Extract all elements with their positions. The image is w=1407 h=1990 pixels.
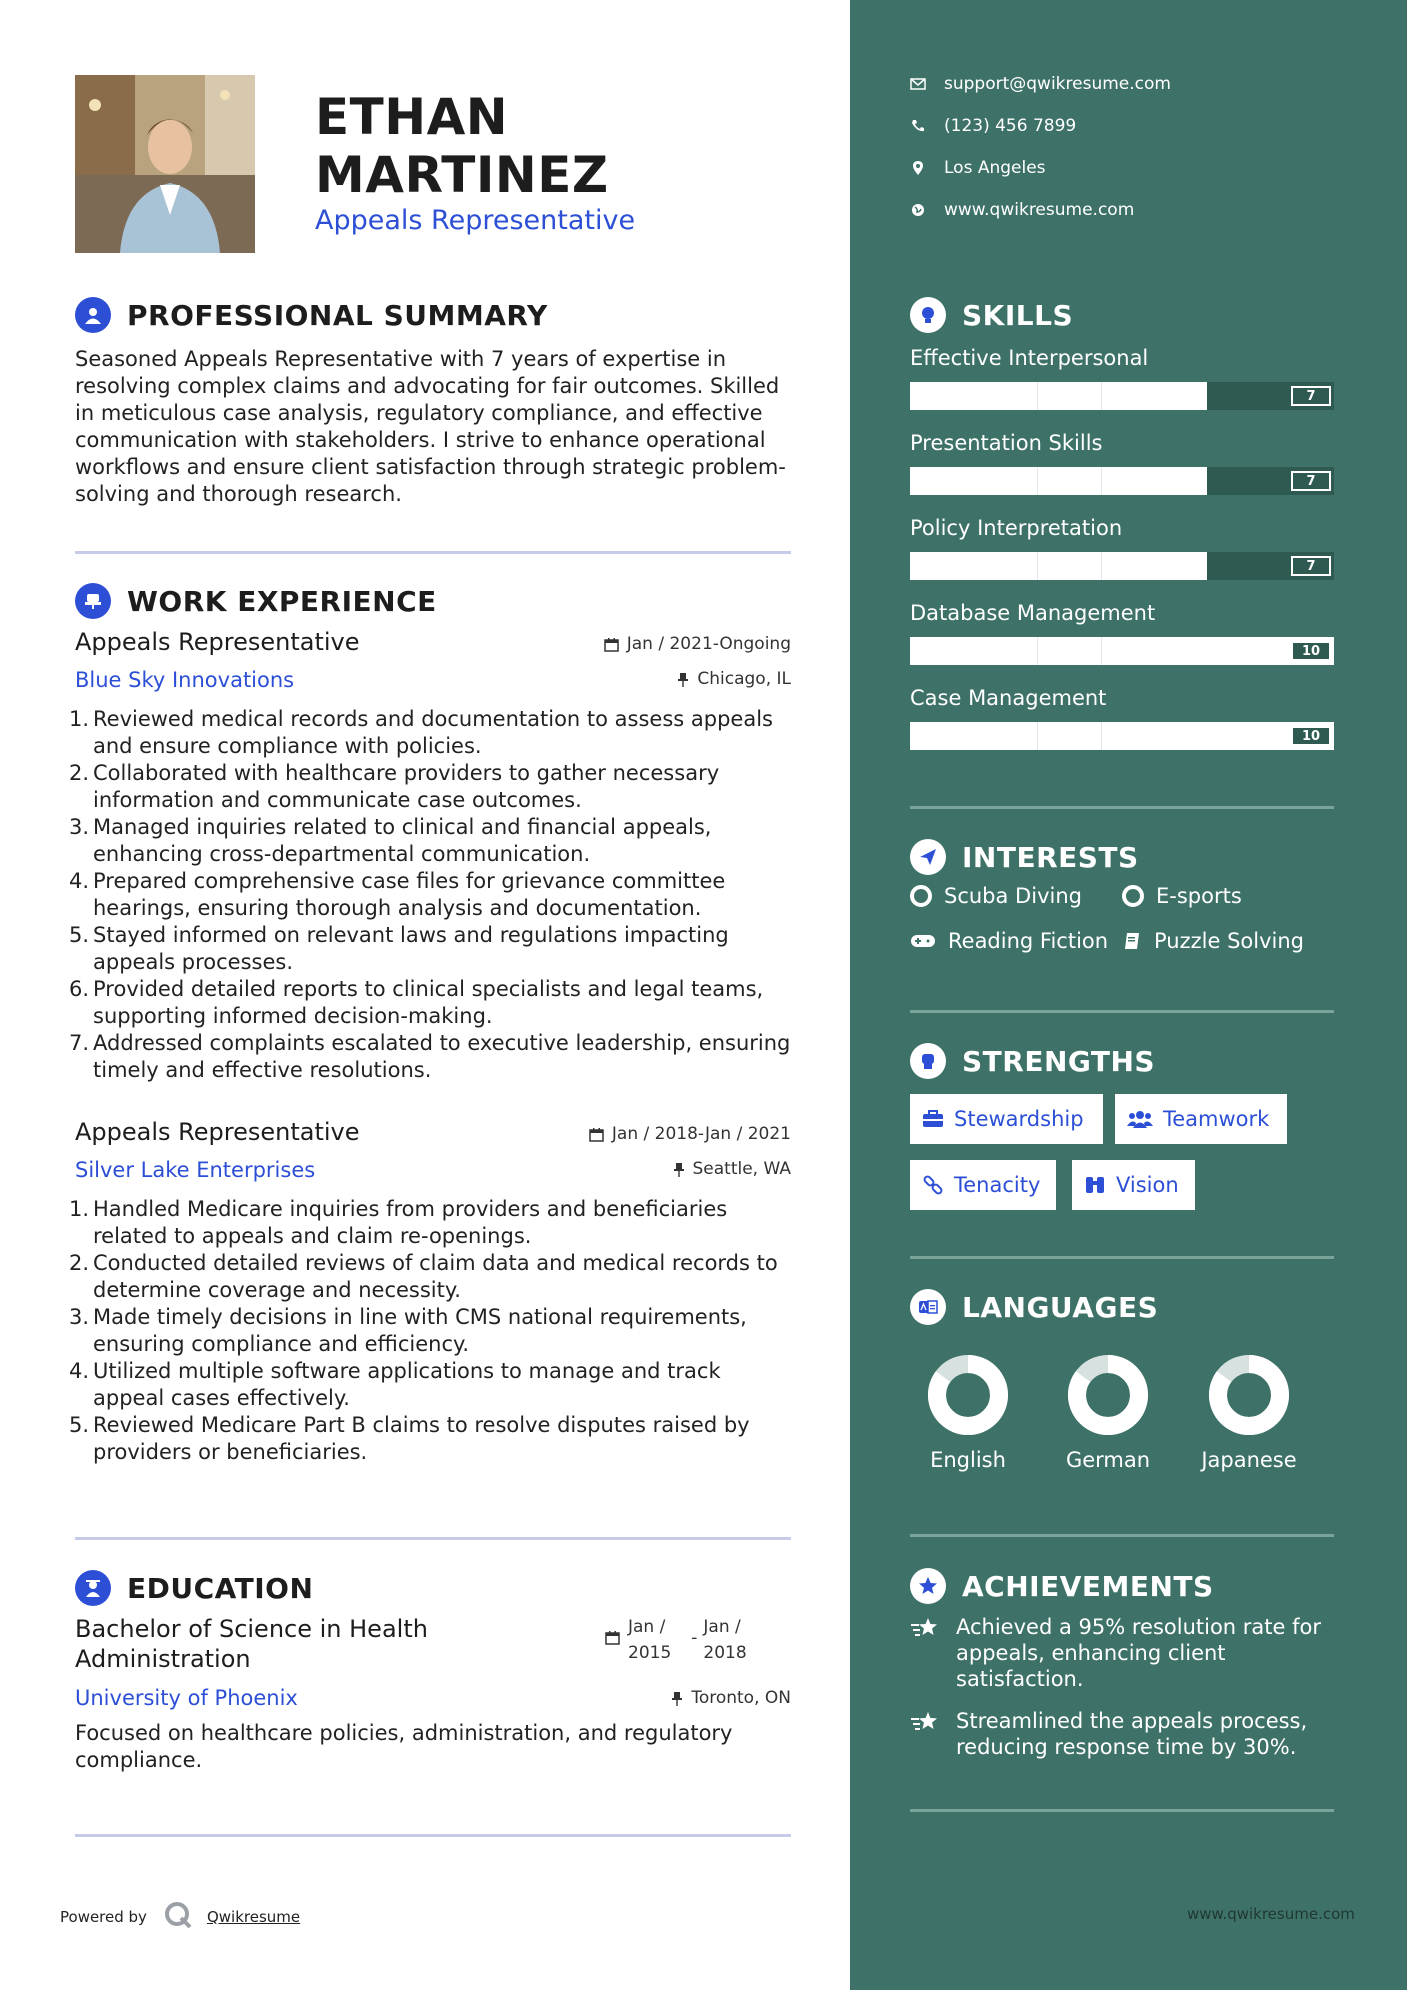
strengths-heading: STRENGTHS	[910, 1043, 1155, 1079]
skill-name: Effective Interpersonal	[910, 346, 1149, 370]
skill-level-badge: 7	[1291, 386, 1331, 406]
job-bullets	[69, 706, 791, 1084]
skill-name: Case Management	[910, 686, 1107, 710]
interest-item: Puzzle Solving	[1122, 929, 1304, 953]
calendar-icon	[589, 1127, 604, 1142]
skill-bar	[910, 467, 1334, 495]
strength-badge: Stewardship	[910, 1094, 1103, 1144]
company-name: Blue Sky Innovations	[75, 668, 295, 692]
list-item: 6. Provided detailed reports to clinical specialists and legal teams, supporting informed decision-making.	[69, 977, 764, 1028]
section-divider	[75, 551, 791, 554]
summary-heading: PROFESSIONAL SUMMARY	[75, 297, 548, 333]
contact-location: Los Angeles	[910, 158, 1046, 178]
graduation-icon	[75, 1570, 111, 1606]
pin-icon	[677, 672, 689, 687]
skill-bar-segment	[1101, 467, 1102, 495]
education-heading: EDUCATION	[75, 1570, 313, 1606]
skills-heading: SKILLS	[910, 297, 1073, 333]
contact-email: support@qwikresume.com	[910, 74, 1171, 94]
interest-item: E-sports	[1122, 884, 1242, 908]
pin-icon	[673, 1162, 685, 1177]
briefcase-icon	[922, 1110, 944, 1128]
company-name: Silver Lake Enterprises	[75, 1158, 316, 1182]
list-item: 3. Made timely decisions in line with CMS national requirements, ensuring compliance and efficiency.	[69, 1305, 747, 1356]
job-date: Jan / 2021-Ongoing	[604, 634, 791, 654]
powered-by: Powered by Qwikresume	[60, 1900, 300, 1934]
skill-level-badge: 7	[1291, 471, 1331, 491]
skill-bar-segment	[1037, 382, 1038, 410]
list-item: 2. Collaborated with healthcare providers to gather necessary information and communicate case outcomes.	[69, 761, 720, 812]
skill-bar-fill	[910, 467, 1207, 495]
section-divider	[910, 806, 1334, 809]
contact-phone: (123) 456 7899	[910, 116, 1076, 136]
interest-item: Reading Fiction	[910, 929, 1108, 953]
skill-name: Policy Interpretation	[910, 516, 1123, 540]
skill-item	[910, 431, 1334, 495]
section-divider	[75, 1834, 791, 1837]
users-icon	[1127, 1109, 1153, 1129]
life-ring-icon	[1122, 885, 1144, 907]
map-marker-icon	[910, 160, 926, 176]
user-icon	[75, 297, 111, 333]
list-item: 2. Conducted detailed reviews of claim data and medical records to determine coverage and necessity.	[69, 1251, 778, 1302]
list-item: 7. Addressed complaints escalated to executive leadership, ensuring timely and effective resolutions.	[69, 1031, 791, 1082]
skill-bar-fill	[910, 552, 1207, 580]
list-item: 3. Managed inquiries related to clinical and financial appeals, enhancing cross-departmental communication.	[69, 815, 712, 866]
phone-icon	[910, 118, 926, 134]
binoculars-icon	[1084, 1175, 1106, 1195]
skill-bar	[910, 552, 1334, 580]
skill-level-badge: 10	[1291, 641, 1331, 661]
education-location: Toronto, ON	[671, 1688, 791, 1708]
candidate-title: Appeals Representative	[315, 205, 636, 236]
candidate-name: ETHAN MARTINEZ	[315, 88, 609, 204]
section-divider	[75, 1537, 791, 1540]
skill-bar	[910, 637, 1334, 665]
skill-bar-fill	[910, 722, 1334, 750]
section-divider	[910, 1809, 1334, 1812]
life-ring-icon	[910, 885, 932, 907]
language-item: English	[913, 1350, 1023, 1472]
skill-bar-segment	[1037, 722, 1038, 750]
section-divider	[910, 1010, 1334, 1013]
degree-title: Bachelor of Science in Health Administration	[75, 1615, 428, 1673]
language-item: German	[1053, 1350, 1163, 1472]
language-ring	[1063, 1350, 1153, 1440]
qwikresume-logo-icon	[163, 1900, 193, 1934]
list-item: 5. Stayed informed on relevant laws and regulations impacting appeals processes.	[69, 923, 729, 974]
job-location: Chicago, IL	[677, 669, 791, 689]
strength-badge: Teamwork	[1115, 1094, 1287, 1144]
globe-icon	[910, 202, 926, 218]
skill-bar-segment	[1101, 722, 1102, 750]
fist-icon	[910, 1043, 946, 1079]
lightbulb-icon	[910, 297, 946, 333]
skill-bar-segment	[1101, 382, 1102, 410]
achievements-heading: ACHIEVEMENTS	[910, 1568, 1214, 1604]
job-bullets	[69, 1196, 791, 1466]
shooting-star-icon	[910, 1710, 940, 1738]
qwikresume-link[interactable]: Qwikresume	[206, 1908, 301, 1926]
calendar-icon	[605, 1630, 620, 1645]
interest-item: Scuba Diving	[910, 884, 1082, 908]
education-dates: Jan / 2015 - Jan / 2018	[605, 1614, 747, 1666]
list-item: 1. Handled Medicare inquiries from providers and beneficiaries related to appeals and claim re-openings.	[69, 1197, 728, 1248]
strength-badge: Vision	[1072, 1160, 1195, 1210]
skill-item	[910, 516, 1334, 580]
skill-item	[910, 346, 1334, 410]
skill-name: Presentation Skills	[910, 431, 1103, 455]
job-location: Seattle, WA	[673, 1159, 792, 1179]
star-icon	[910, 1568, 946, 1604]
skill-bar	[910, 722, 1334, 750]
job-title: Appeals Representative	[75, 628, 360, 656]
shooting-star-icon	[910, 1616, 940, 1644]
pin-icon	[671, 1691, 683, 1706]
interests-heading: INTERESTS	[910, 839, 1139, 875]
skill-bar-segment	[1037, 552, 1038, 580]
skill-level-badge: 7	[1291, 556, 1331, 576]
section-divider	[910, 1534, 1334, 1537]
briefcase-chair-icon	[75, 583, 111, 619]
footer-website[interactable]: www.qwikresume.com	[1187, 1905, 1355, 1923]
achievement-item: Achieved a 95% resolution rate for appeals, enhancing client satisfaction.	[910, 1614, 1330, 1692]
envelope-icon	[910, 76, 926, 92]
strength-badge: Tenacity	[910, 1160, 1056, 1210]
skill-bar-segment	[1101, 637, 1102, 665]
achievement-item: Streamlined the appeals process, reducing response time by 30%.	[910, 1708, 1330, 1760]
language-ring	[1204, 1350, 1294, 1440]
book-icon	[1122, 931, 1142, 951]
calendar-icon	[604, 637, 619, 652]
skill-name: Database Management	[910, 601, 1156, 625]
skill-item	[910, 686, 1334, 750]
summary-text: Seasoned Appeals Representative with 7 years of expertise in resolving complex claims and advocating for fair outcomes. Skilled in meticulous case analysis, regulatory compliance, and effective communication with stakeholders. I strive to enhance operational workflows and ensure client satisfaction through strategic problem-solving and thorough research.	[75, 347, 786, 506]
contact-website: www.qwikresume.com	[910, 200, 1134, 220]
languages-heading: LANGUAGES	[910, 1289, 1158, 1325]
skill-bar	[910, 382, 1334, 410]
skill-bar-fill	[910, 382, 1207, 410]
school-name: University of Phoenix	[75, 1686, 298, 1710]
experience-heading: WORK EXPERIENCE	[75, 583, 437, 619]
translate-icon	[910, 1289, 946, 1325]
skill-item	[910, 601, 1334, 665]
job-entry	[69, 628, 791, 1084]
gamepad-icon	[910, 933, 936, 949]
job-date: Jan / 2018-Jan / 2021	[589, 1124, 791, 1144]
list-item: 5. Reviewed Medicare Part B claims to resolve disputes raised by providers or beneficiaries.	[69, 1413, 750, 1464]
job-title: Appeals Representative	[75, 1118, 360, 1146]
skill-bar-segment	[1037, 637, 1038, 665]
skill-bar-segment	[1101, 552, 1102, 580]
list-item: 4. Prepared comprehensive case files for grievance committee hearings, ensuring thorough analysis and documentation.	[69, 869, 726, 920]
skill-level-badge: 10	[1291, 726, 1331, 746]
language-ring	[923, 1350, 1013, 1440]
skill-bar-segment	[1037, 467, 1038, 495]
sidebar	[850, 0, 1407, 1990]
link-icon	[922, 1174, 944, 1196]
education-entry	[75, 1614, 791, 1774]
profile-photo	[75, 75, 255, 253]
language-item: Japanese	[1194, 1350, 1304, 1472]
education-description: Focused on healthcare policies, administration, and regulatory compliance.	[75, 1721, 733, 1772]
job-entry	[69, 1118, 791, 1466]
list-item: 1. Reviewed medical records and documentation to assess appeals and ensure compliance with policies.	[69, 707, 773, 758]
section-divider	[910, 1256, 1334, 1259]
list-item: 4. Utilized multiple software applications to manage and track appeal cases effectively.	[69, 1359, 721, 1410]
paper-plane-icon	[910, 839, 946, 875]
skill-bar-fill	[910, 637, 1334, 665]
